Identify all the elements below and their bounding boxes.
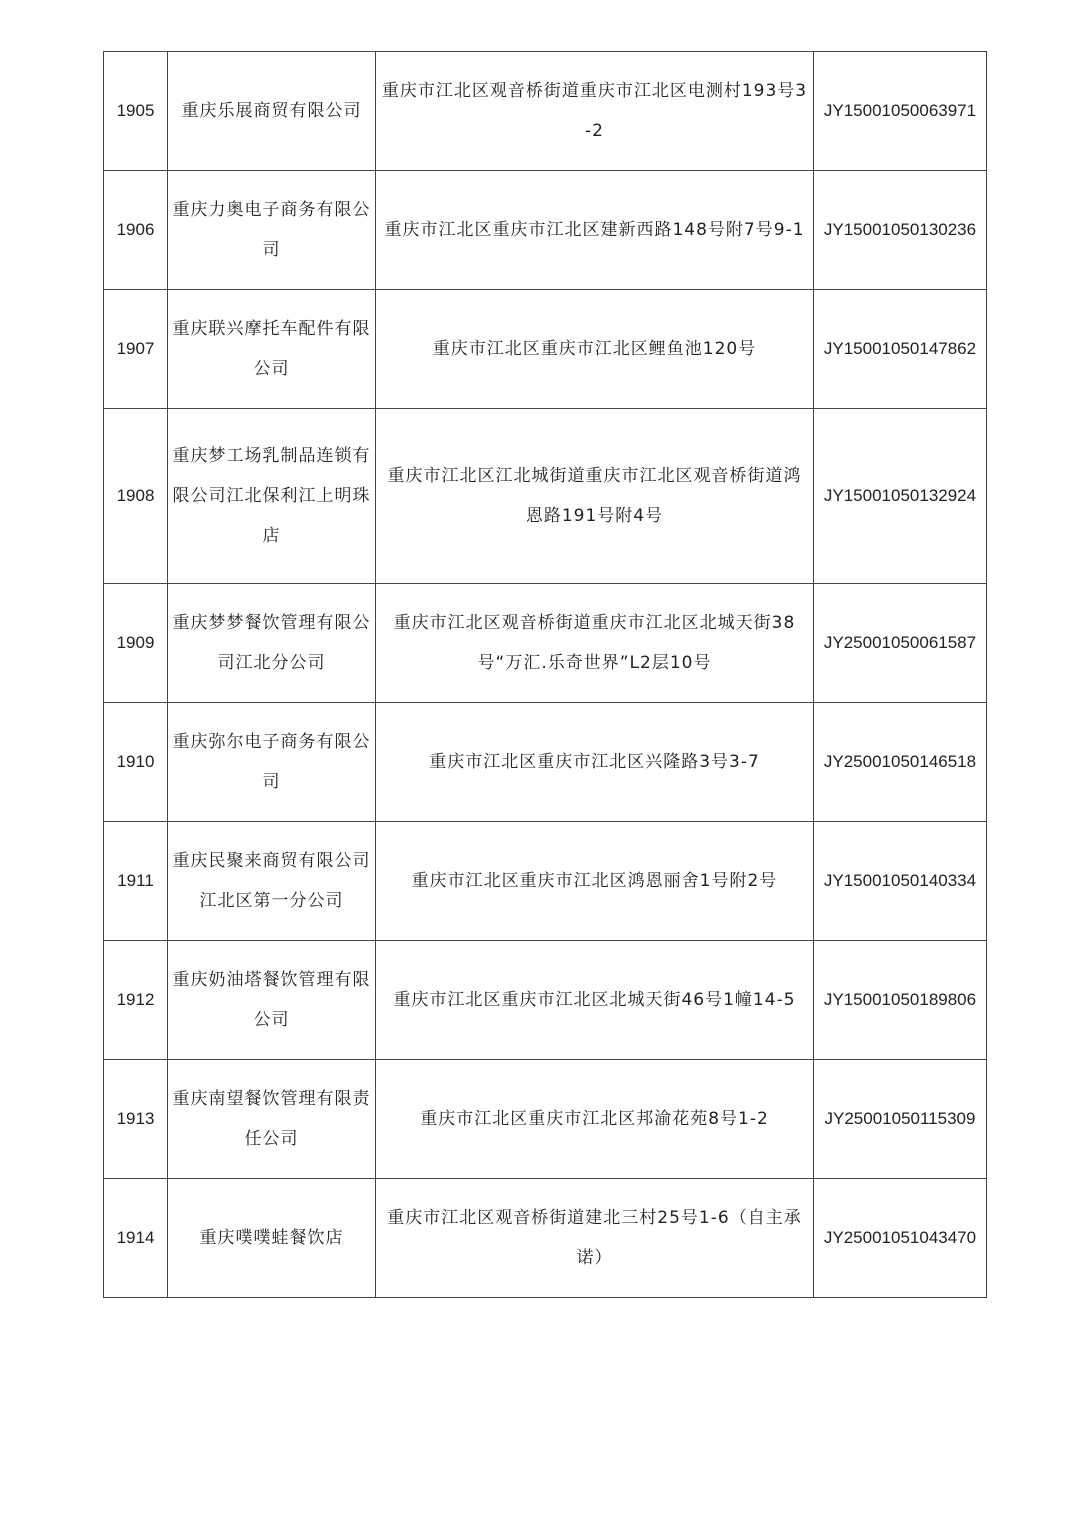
company-name: 重庆噗噗蛙餐饮店 bbox=[168, 1179, 376, 1298]
row-number: 1907 bbox=[104, 290, 168, 409]
company-address: 重庆市江北区重庆市江北区建新西路148号附7号9-1 bbox=[376, 171, 814, 290]
row-number: 1905 bbox=[104, 52, 168, 171]
row-number: 1912 bbox=[104, 941, 168, 1060]
row-number: 1910 bbox=[104, 703, 168, 822]
company-address: 重庆市江北区观音桥街道建北三村25号1-6（自主承诺） bbox=[376, 1179, 814, 1298]
company-name: 重庆民聚来商贸有限公司江北区第一分公司 bbox=[168, 822, 376, 941]
table-row bbox=[104, 1060, 987, 1179]
table-row bbox=[104, 409, 987, 584]
company-name: 重庆梦工场乳制品连锁有限公司江北保利江上明珠店 bbox=[168, 409, 376, 584]
company-address: 重庆市江北区重庆市江北区鸿恩丽舍1号附2号 bbox=[376, 822, 814, 941]
license-number: JY15001050140334 bbox=[814, 822, 987, 941]
table-row bbox=[104, 52, 987, 171]
company-address: 重庆市江北区重庆市江北区鲤鱼池120号 bbox=[376, 290, 814, 409]
company-name: 重庆乐展商贸有限公司 bbox=[168, 52, 376, 171]
table-row bbox=[104, 822, 987, 941]
license-number: JY25001050146518 bbox=[814, 703, 987, 822]
row-number: 1911 bbox=[104, 822, 168, 941]
license-number: JY25001050115309 bbox=[814, 1060, 987, 1179]
table-row bbox=[104, 290, 987, 409]
license-number: JY15001050132924 bbox=[814, 409, 987, 584]
table-row bbox=[104, 703, 987, 822]
license-number: JY15001050189806 bbox=[814, 941, 987, 1060]
license-number: JY15001050147862 bbox=[814, 290, 987, 409]
company-address: 重庆市江北区重庆市江北区兴隆路3号3-7 bbox=[376, 703, 814, 822]
table-row bbox=[104, 941, 987, 1060]
table-row bbox=[104, 584, 987, 703]
company-name: 重庆弥尔电子商务有限公司 bbox=[168, 703, 376, 822]
company-address: 重庆市江北区重庆市江北区邦渝花苑8号1-2 bbox=[376, 1060, 814, 1179]
company-address: 重庆市江北区观音桥街道重庆市江北区电测村193号3-2 bbox=[376, 52, 814, 171]
company-name: 重庆联兴摩托车配件有限公司 bbox=[168, 290, 376, 409]
license-table bbox=[103, 51, 987, 1298]
license-number: JY25001051043470 bbox=[814, 1179, 987, 1298]
company-name: 重庆奶油塔餐饮管理有限公司 bbox=[168, 941, 376, 1060]
company-name: 重庆力奥电子商务有限公司 bbox=[168, 171, 376, 290]
company-address: 重庆市江北区江北城街道重庆市江北区观音桥街道鸿恩路191号附4号 bbox=[376, 409, 814, 584]
row-number: 1906 bbox=[104, 171, 168, 290]
row-number: 1913 bbox=[104, 1060, 168, 1179]
company-name: 重庆南望餐饮管理有限责任公司 bbox=[168, 1060, 376, 1179]
company-name: 重庆梦梦餐饮管理有限公司江北分公司 bbox=[168, 584, 376, 703]
table-row bbox=[104, 1179, 987, 1298]
license-number: JY15001050063971 bbox=[814, 52, 987, 171]
row-number: 1914 bbox=[104, 1179, 168, 1298]
row-number: 1909 bbox=[104, 584, 168, 703]
license-number: JY25001050061587 bbox=[814, 584, 987, 703]
company-address: 重庆市江北区观音桥街道重庆市江北区北城天街38号“万汇.乐奇世界”L2层10号 bbox=[376, 584, 814, 703]
license-number: JY15001050130236 bbox=[814, 171, 987, 290]
row-number: 1908 bbox=[104, 409, 168, 584]
table-row bbox=[104, 171, 987, 290]
company-address: 重庆市江北区重庆市江北区北城天街46号1幢14-5 bbox=[376, 941, 814, 1060]
